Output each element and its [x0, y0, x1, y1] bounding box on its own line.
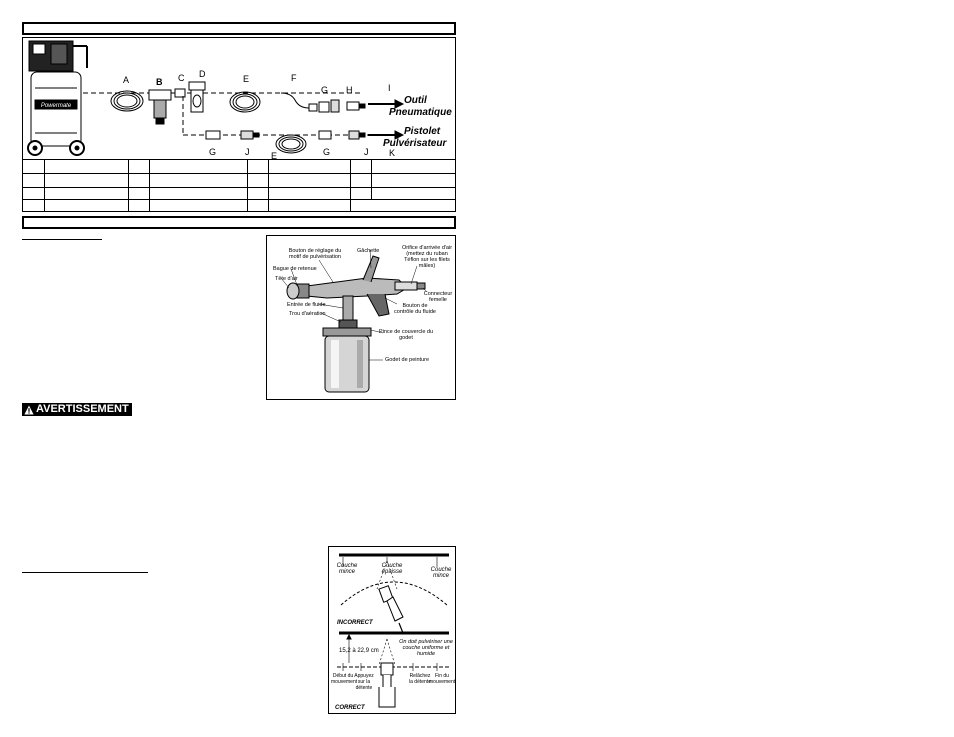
- label-end: Fin du mouvement: [429, 673, 456, 685]
- subheading-underline-1: [22, 239, 102, 240]
- letter-e-top: E: [243, 74, 250, 84]
- letter-g-top: G: [321, 85, 329, 95]
- letter-f: F: [291, 73, 297, 83]
- section-header-bar-2: [22, 216, 456, 229]
- compressor-brand: Powermate: [40, 103, 72, 109]
- subheading-underline-2: [22, 572, 148, 573]
- letter-d: D: [199, 69, 206, 79]
- label-thin-left: Couche mince: [336, 563, 358, 575]
- target-gun-line1: Pistolet: [404, 126, 441, 137]
- letter-j-2: J: [364, 147, 369, 157]
- letter-c: C: [178, 73, 185, 83]
- label-thick: Couche épaisse: [381, 563, 403, 575]
- label-pattern-knob: Bouton de réglage du motif de pulvérisation: [288, 248, 342, 260]
- spray-gun-figure: [266, 235, 456, 400]
- warning-triangle-icon: [24, 405, 34, 415]
- letter-g-bottom-1: G: [209, 147, 217, 157]
- warning-badge: [22, 403, 132, 416]
- letter-k: K: [389, 148, 396, 158]
- label-air-cap: Tête d'air: [275, 276, 298, 282]
- letter-e-bottom: E: [271, 151, 278, 159]
- label-correct: CORRECT: [335, 705, 365, 711]
- air-line-top: [83, 82, 403, 124]
- label-fluid-knob: Bouton de contrôle du fluide: [394, 303, 436, 315]
- label-paint-cup: Godet de peinture: [385, 357, 430, 363]
- target-tool-line2: Pneumatique: [389, 107, 452, 118]
- compressor-illustration: [28, 41, 87, 155]
- target-gun-line2: Pulvérisateur: [383, 138, 447, 149]
- letter-i: I: [388, 83, 391, 93]
- hookup-diagram-svg: [23, 38, 455, 159]
- label-retaining-ring: Bague de retenue: [273, 266, 317, 272]
- parts-legend-grid: [22, 159, 456, 212]
- letter-j-1: J: [245, 147, 250, 157]
- letter-g-bottom-2: G: [323, 147, 331, 157]
- label-air-inlet: Orifice d'arrivée d'air (mettez du ruban Téflon sur les filets mâles): [401, 245, 453, 269]
- label-cup-clamp: Pince de couvercle du godet: [378, 329, 434, 341]
- label-press: Appuyez sur la détente: [354, 673, 374, 691]
- label-even-coat: On doit pulvériser une couche uniforme et humide: [399, 639, 453, 657]
- letter-b: B: [156, 77, 163, 87]
- label-male-connector: Connecteur femelle: [423, 291, 453, 303]
- label-release: Relâchez la détente: [409, 673, 431, 685]
- section-header-bar-1: [22, 22, 456, 35]
- target-tool-line1: Outil: [404, 95, 427, 106]
- label-incorrect: INCORRECT: [337, 620, 373, 626]
- warning-label: AVERTISSEMENT: [36, 403, 129, 415]
- label-distance: 15,2 à 22,9 cm: [339, 648, 379, 654]
- spray-technique-figure: [328, 546, 456, 714]
- label-trigger: Gâchette: [357, 248, 380, 254]
- letter-a: A: [123, 75, 130, 85]
- label-fluid-inlet: Entrée de fluide: [287, 302, 326, 308]
- label-start: Début du mouvement: [331, 673, 358, 685]
- hookup-diagram: [22, 37, 456, 160]
- label-thin-right: Couche mince: [430, 567, 452, 579]
- letter-h: H: [346, 85, 353, 95]
- label-vent-hole: Trou d'aération: [289, 311, 326, 317]
